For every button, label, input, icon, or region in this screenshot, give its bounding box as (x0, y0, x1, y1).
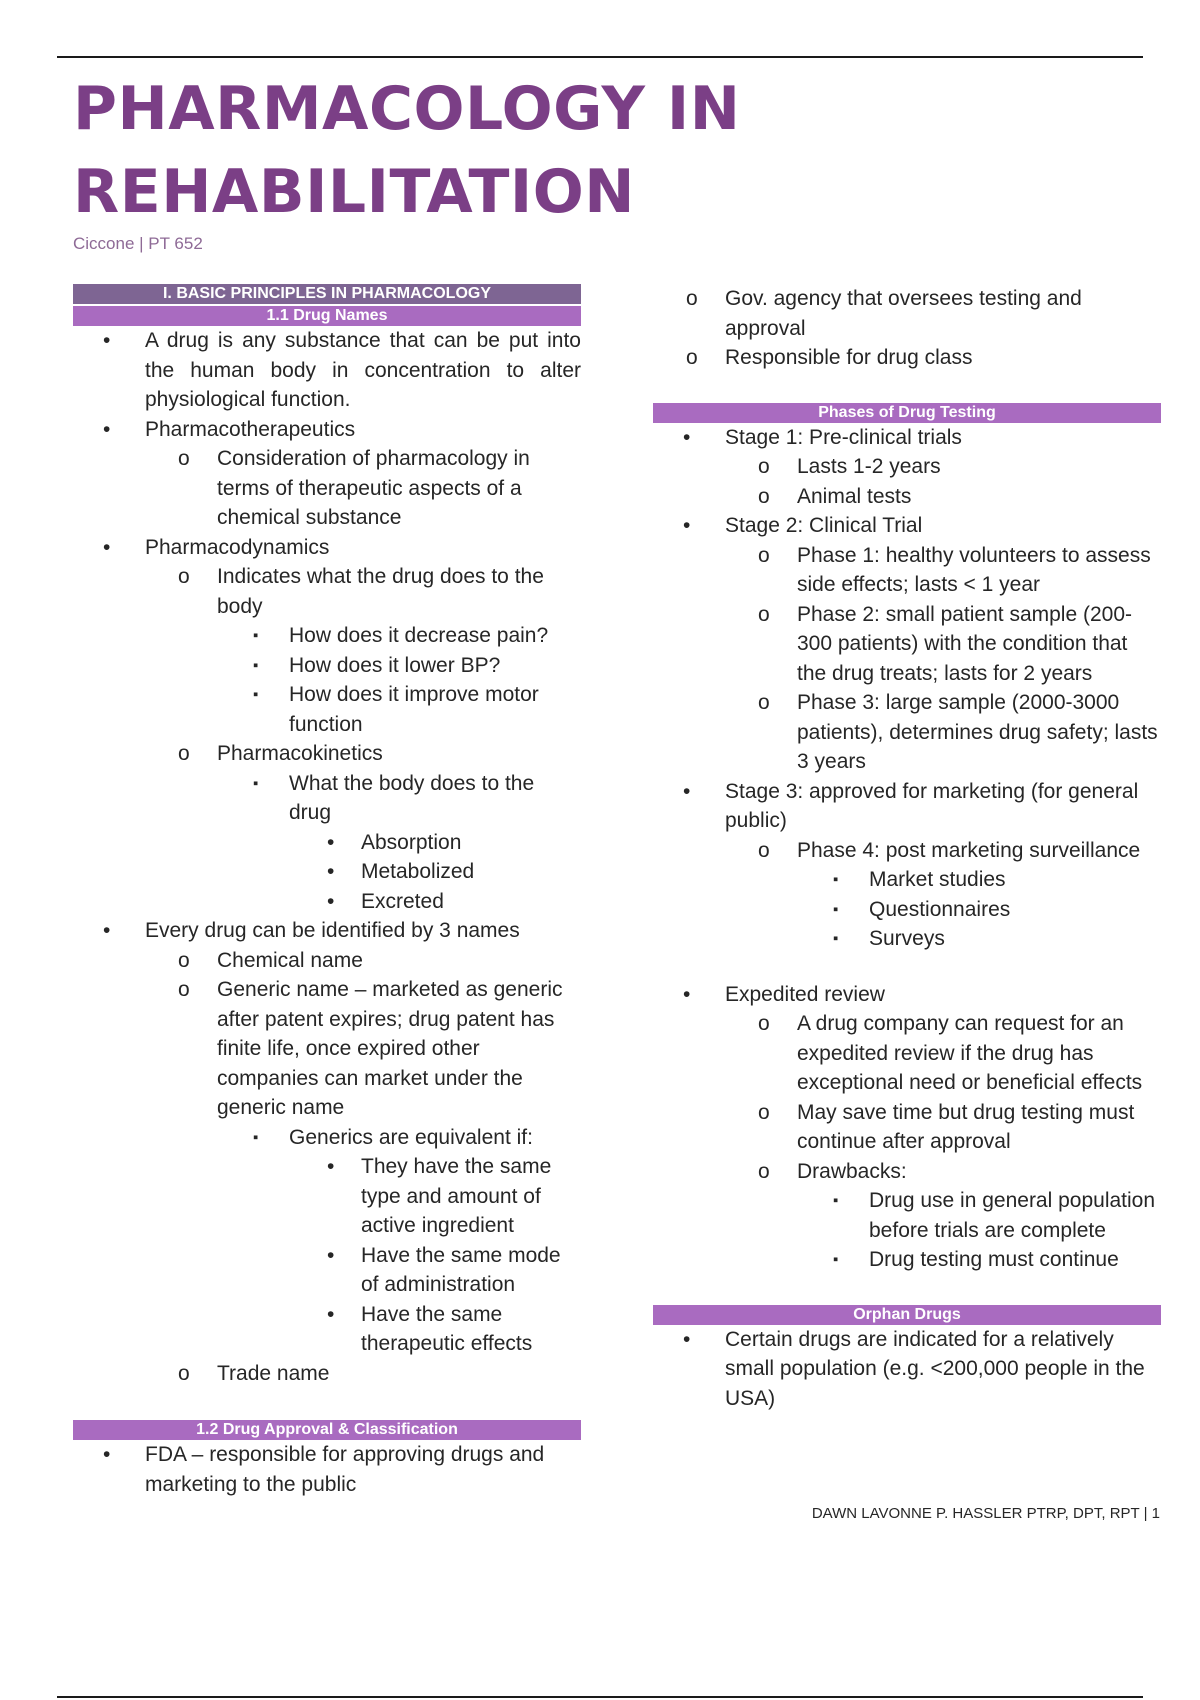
list-item-text: Stage 2: Clinical Trial (725, 514, 923, 537)
list-item: • They have the same type and amount of active ingredient (289, 1152, 581, 1241)
list-item-text: Stage 3: approved for marketing (for general public) (725, 779, 1139, 832)
list-item-text: Stage 1: Pre-clinical trials (725, 425, 962, 449)
list-item: o Chemical name (145, 946, 581, 976)
list-item-text: Pharmacodynamics (145, 535, 330, 559)
list-item-text: Generics are equivalent if: (289, 1125, 533, 1149)
title-line-2: REHABILITATION (73, 157, 635, 227)
list-item-text: What the body does to the drug (289, 771, 535, 824)
list-item-text: Phase 4: post marketing surveillance (797, 838, 1141, 862)
list-item (73, 533, 581, 917)
list-item (73, 916, 581, 1388)
list-item: ▪ Questionnaires (797, 895, 1161, 925)
list-item (73, 415, 581, 533)
list-item-text: Pharmacokinetics (217, 742, 383, 765)
list-item (725, 1157, 1161, 1275)
list-item: ▪ Surveys (797, 924, 1161, 954)
page-title (73, 68, 973, 234)
list-item: • Have the same mode of administration (289, 1241, 581, 1300)
list-item-text: Generic name – marketed as generic after patent expires; drug patent has finite life, once expired other companies can market under the generic name (217, 978, 563, 1119)
left-column (73, 284, 581, 1499)
list-item: o May save time but drug testing must continue after approval (725, 1098, 1161, 1157)
fda-sublist (653, 284, 1161, 373)
list-item: ▪ How does it lower BP? (217, 651, 581, 681)
list-item (653, 980, 1161, 1275)
orphan-list (653, 1325, 1161, 1414)
top-rule (57, 56, 1143, 58)
page-footer: DAWN LAVONNE P. HASSLER PTRP, DPT, RPT | 1 (811, 1505, 1160, 1522)
title-line-1: PHARMACOLOGY IN (73, 74, 741, 144)
bottom-rule (57, 1696, 1143, 1698)
list-item: • FDA – responsible for approving drugs and marketing to the public (73, 1440, 581, 1499)
list-item-text: Every drug can be identified by 3 names (145, 919, 520, 942)
list-item-text: Drawbacks: (797, 1159, 907, 1183)
list-item: o Trade name (145, 1359, 581, 1389)
list-item: o A drug company can request for an expedited review if the drug has exceptional need or beneficial effects (725, 1009, 1161, 1098)
list-item: • Have the same therapeutic effects (289, 1300, 581, 1359)
list-item: ▪ Drug testing must continue (797, 1245, 1161, 1275)
list-item: o Phase 3: large sample (2000-3000 patients), determines drug safety; lasts 3 years (725, 688, 1161, 777)
list-item (653, 423, 1161, 512)
list-item: • A drug is any substance that can be put into the human body in concentration to alter physiological function. (73, 326, 581, 415)
list-item: ▪ How does it improve motor function (217, 680, 581, 739)
right-column (653, 284, 1161, 1413)
list-item (145, 562, 581, 739)
list-item (217, 769, 581, 917)
list-item-text: Pharmacotherapeutics (145, 417, 356, 441)
section-heading-drug-approval: 1.2 Drug Approval & Classification (73, 1420, 581, 1440)
list-item-text: Expedited review (725, 982, 885, 1006)
list-item: o Phase 1: healthy volunteers to assess side effects; lasts < 1 year (725, 541, 1161, 600)
list-item: ▪ Market studies (797, 865, 1161, 895)
section-heading-basic-principles: I. BASIC PRINCIPLES IN PHARMACOLOGY (73, 284, 581, 304)
list-item: • Absorption (289, 828, 581, 858)
list-item: o Consideration of pharmacology in terms of therapeutic aspects of a chemical substance (145, 444, 581, 533)
list-item (653, 511, 1161, 777)
list-item: o Responsible for drug class (653, 343, 1161, 373)
list-item: • Excreted (289, 887, 581, 917)
section-heading-orphan-drugs: Orphan Drugs (653, 1305, 1161, 1325)
section-heading-phases: Phases of Drug Testing (653, 403, 1161, 423)
list-item: ▪ Drug use in general population before trials are complete (797, 1186, 1161, 1245)
list-item: o Gov. agency that oversees testing and approval (653, 284, 1161, 343)
list-item-text: Indicates what the drug does to the body (217, 565, 544, 618)
list-item: o Lasts 1-2 years (725, 452, 1161, 482)
list-item: • Metabolized (289, 857, 581, 887)
approval-list (73, 1440, 581, 1499)
list-item (145, 739, 581, 916)
list-item: o Phase 2: small patient sample (200-300 patients) with the condition that the drug treats; lasts for 2 years (725, 600, 1161, 689)
list-item: ▪ How does it decrease pain? (217, 621, 581, 651)
list-item (217, 1123, 581, 1359)
phases-list (653, 423, 1161, 1275)
list-item (145, 975, 581, 1359)
section-heading-drug-names: 1.1 Drug Names (73, 306, 581, 326)
list-item: • Certain drugs are indicated for a relatively small population (e.g. <200,000 people in the USA) (653, 1325, 1161, 1414)
list-item (725, 836, 1161, 954)
drug-names-list (73, 326, 581, 1388)
list-item: o Animal tests (725, 482, 1161, 512)
list-item (653, 777, 1161, 954)
subtitle: Ciccone | PT 652 (73, 234, 203, 253)
